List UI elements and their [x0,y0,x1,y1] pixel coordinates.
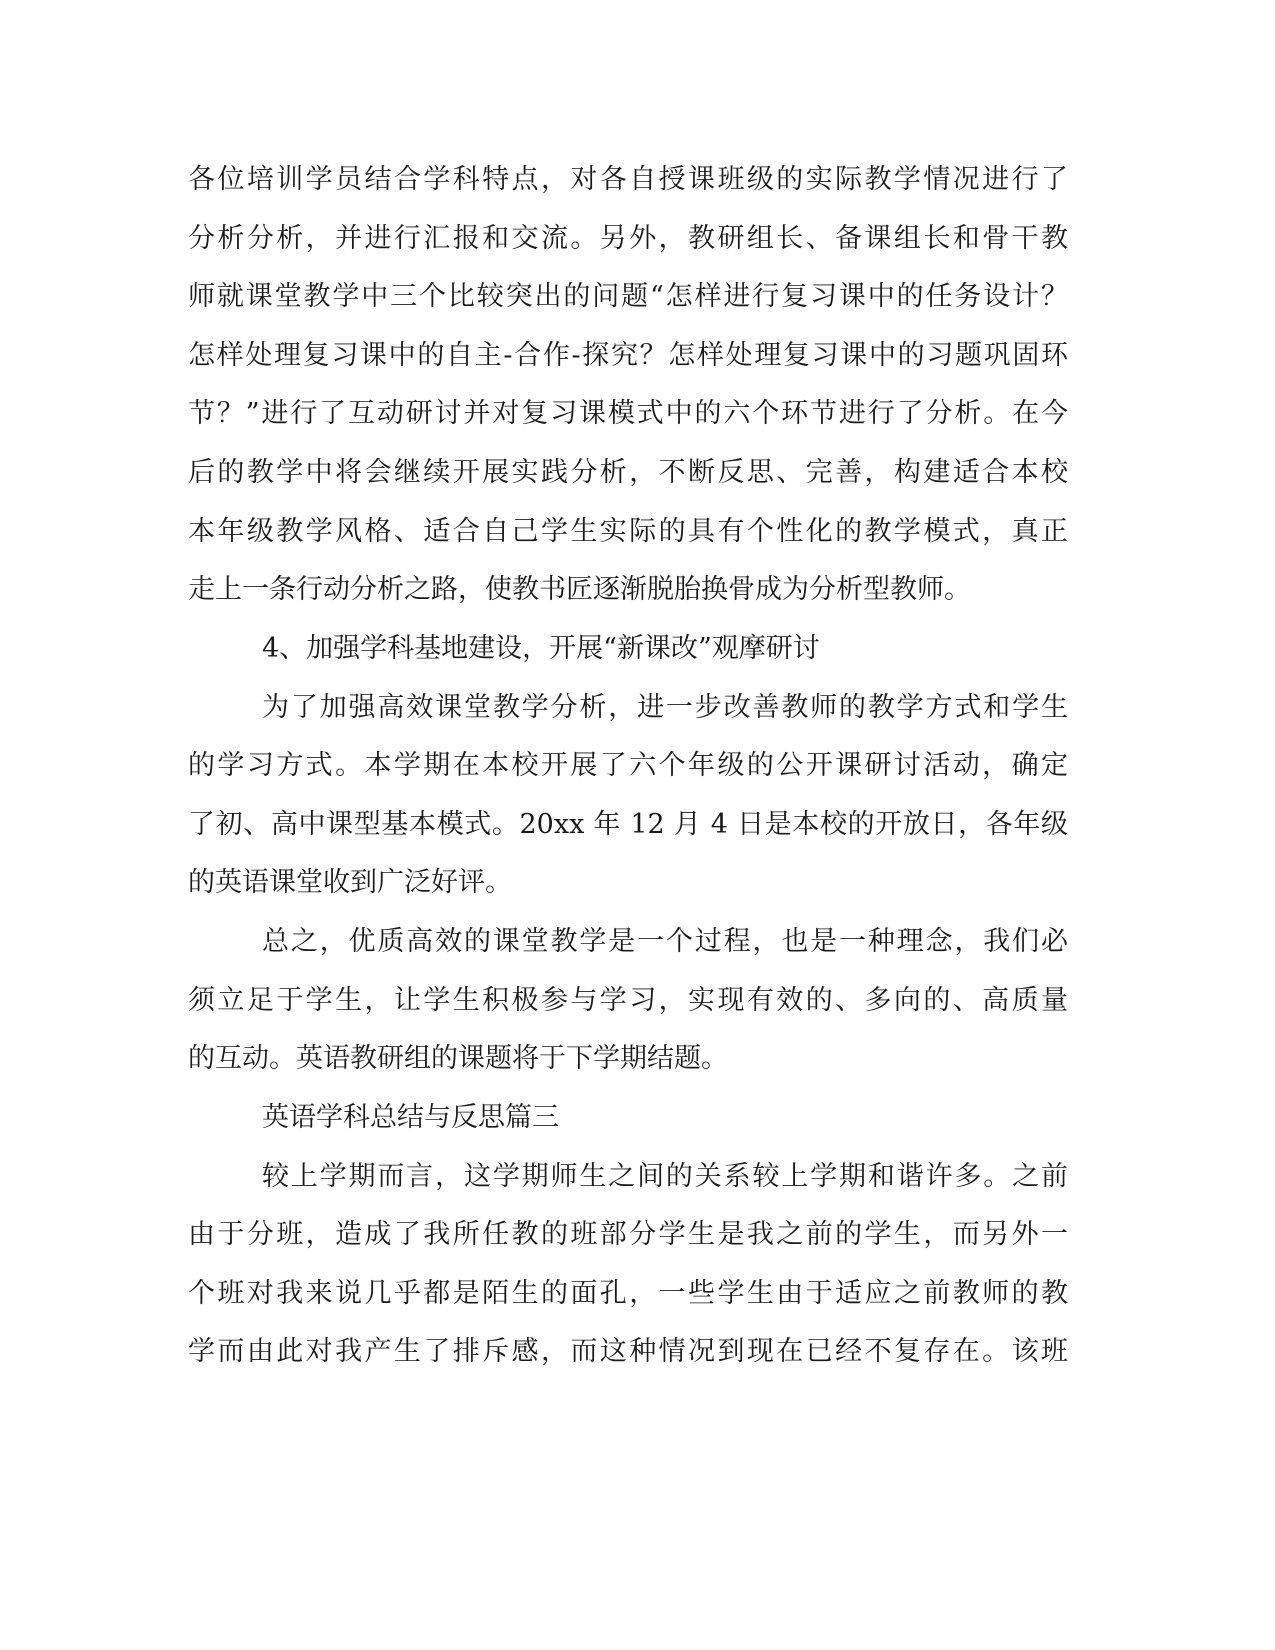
text-line: 须立足于学生，让学生积极参与学习，实现有效的、多向的、高质量 [188,985,1068,1016]
text-line: 的学习方式。本学期在本校开展了六个年级的公开课研讨活动，确定 [188,750,1068,781]
text-line: 节？”进行了互动研讨并对复习课模式中的六个环节进行了分析。在今 [188,398,1068,429]
text-line: 个班对我来说几乎都是陌生的面孔，一些学生由于适应之前教师的教 [188,1278,1068,1309]
text-line: 本年级教学风格、适合自己学生实际的具有个性化的教学模式，真正 [188,516,1068,547]
section-title: 英语学科总结与反思篇三 [262,1102,559,1133]
text-line: 由于分班，造成了我所任教的班部分学生是我之前的学生，而另外一 [188,1219,1068,1250]
text-line: 走上一条行动分析之路，使教书匠逐渐脱胎换骨成为分析型教师。 [188,574,971,605]
text-line: 后的教学中将会继续开展实践分析，不断反思、完善，构建适合本校 [188,457,1068,488]
text-line: 各位培训学员结合学科特点，对各自授课班级的实际教学情况进行了 [188,164,1068,195]
text-line: 较上学期而言，这学期师生之间的关系较上学期和谐许多。之前 [262,1161,1068,1192]
text-line: 了初、高中课型基本模式。20xx 年 12 月 4 日是本校的开放日，各年级 [188,809,1068,840]
section-heading: 4、加强学科基地建设，开展“新课改”观摩研讨 [262,633,820,664]
text-line: 为了加强高效课堂教学分析，进一步改善教师的教学方式和学生 [262,692,1068,723]
text-line: 分析分析，并进行汇报和交流。另外，教研组长、备课组长和骨干教 [188,223,1068,254]
text-line: 师就课堂教学中三个比较突出的问题“怎样进行复习课中的任务设计？ [188,281,1068,312]
text-line: 怎样处理复习课中的自主-合作-探究？怎样处理复习课中的习题巩固环 [188,340,1068,371]
text-line: 总之，优质高效的课堂教学是一个过程，也是一种理念，我们必 [262,926,1068,957]
text-line: 的英语课堂收到广泛好评。 [188,867,512,898]
text-line: 的互动。英语教研组的课题将于下学期结题。 [188,1043,728,1074]
text-line: 学而由此对我产生了排斥感，而这种情况到现在已经不复存在。该班 [188,1336,1068,1367]
